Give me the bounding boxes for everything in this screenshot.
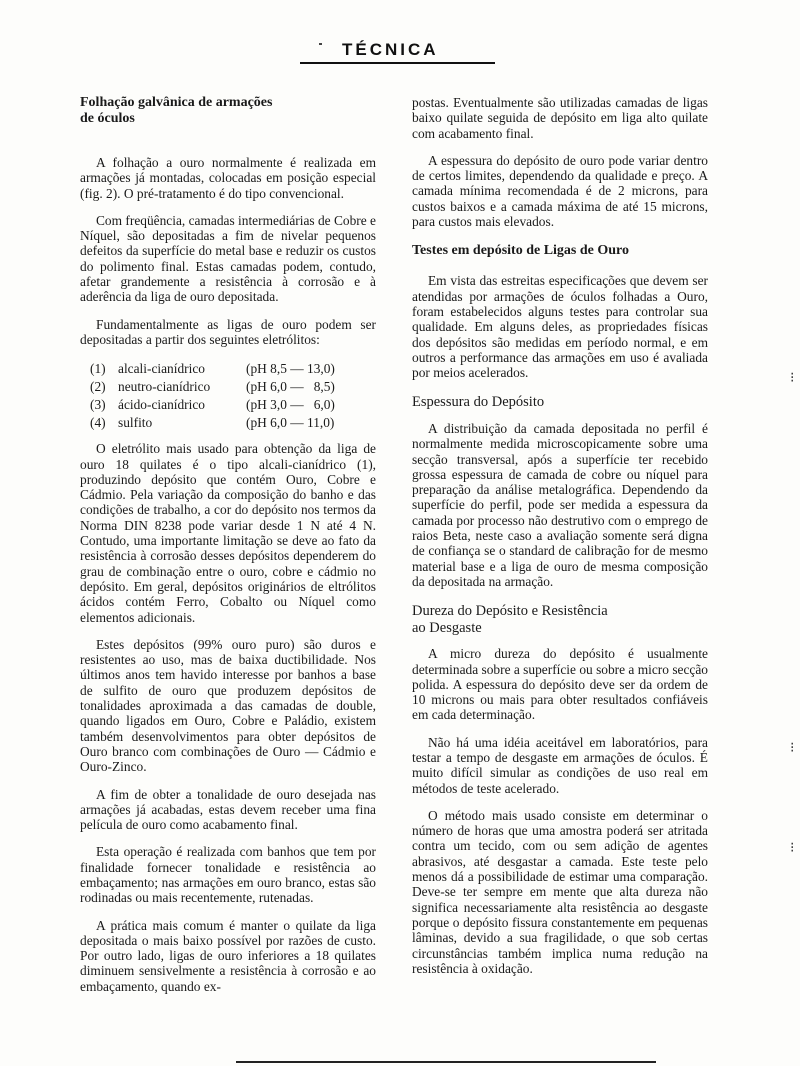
paragraph: A folhação a ouro normalmente é realizada em armações já montadas, colocadas em posição especial (fig. 2). O pré-tratamento é do tipo convencional.: [80, 155, 376, 201]
section-heading-dureza-line-2: ao Desgaste: [412, 619, 482, 636]
paragraph: A prática mais comum é manter o quilate da liga depositada o mais baixo possível por razões de custo. Por outro lado, ligas de ouro inferiores a 18 quilates diminuem sensivelmente a resistência à corrosão e ao embaçamento, quando ex-: [80, 917, 376, 994]
paragraph: Esta operação é realizada com banhos que tem por finalidade fornecer tonalidade e resistência ao embaçamento; nas armações em ouro branco, estas são rodinadas ou mais recentemente, rutenadas.: [80, 844, 376, 906]
footer-rule: [236, 1061, 656, 1063]
list-item: [90, 377, 376, 395]
item-number: (2): [90, 378, 106, 394]
margin-mark: ⁝: [790, 370, 795, 386]
margin-mark: ⁝: [790, 740, 795, 756]
article-title-line-1: Folhação galvânica de armações: [80, 95, 273, 110]
section-heading-testes: Testes em depósito de Ligas de Ouro: [412, 243, 630, 259]
item-name: ácido-cianídrico: [118, 396, 205, 412]
list-item: [90, 413, 376, 431]
item-number: (1): [90, 360, 106, 376]
article-title: [80, 95, 376, 127]
section-heading-espessura: Espessura do Depósito: [412, 394, 545, 411]
paragraph: A distribuição da camada depositada no perfil é normalmente medida microscopicamente sobre uma secção transversal, após a superfície ter recebido grossa espessura de camada de cobre ou níquel para preparação da análise metalográfica. Dependendo da superfície do perfil, pode ser medida a espessura da camada por processo não destrutivo com o emprego de raios Beta, neste caso a avaliação somente será digna de confiança se o standard de calibração for de mesmo material base e a liga de ouro de mesma composição da depositada na armação.: [412, 420, 708, 589]
paragraph: A fim de obter a tonalidade de ouro desejada nas armações já acabadas, estas devem receber uma fina película de ouro como acabamento final.: [80, 786, 376, 833]
item-ph-range: (pH 6,0 — 11,0): [246, 414, 335, 430]
item-number: (4): [90, 414, 106, 430]
item-name: sulfito: [118, 414, 153, 430]
item-name: neutro-cianídrico: [118, 378, 211, 394]
list-item: [90, 395, 376, 413]
right-column: [412, 95, 708, 988]
paragraph: A micro dureza do depósito é usualmente determinada sobre a superfície ou sobre a micro secção polida. A espessura do depósito deve ser da ordem de 10 microns ou mais para obter resultados confiáveis em cada determinação.: [412, 646, 708, 723]
header-rule: [300, 62, 495, 64]
paragraph: Em vista das estreitas especificações que devem ser atendidas por armações de óculos folhadas a Ouro, foram estabelecidos alguns testes para controlar sua qualidade. Em alguns deles, as propriedades físicas dos depósitos são medidas em período normal, e em outros a performance das armações em uso é avaliada por meios acelerados.: [412, 273, 708, 381]
paragraph: A espessura do depósito de ouro pode variar dentro de certos limites, dependendo da qualidade e preço. A camada mínima recomendada é de 2 microns, para custos baixos e a camada máxima de até 15 microns, para custos mais elevados.: [412, 152, 708, 230]
paragraph: Com freqüência, camadas intermediárias de Cobre e Níquel, são depositadas a fim de nivelar pequenos defeitos da superfície do metal base e reduzir os custos do polimento final. Estas camadas podem, contudo, afetar grandemente a resistência à corrosão e à aderência da liga de ouro depositada.: [80, 212, 376, 305]
paragraph: postas. Eventualmente são utilizadas camadas de ligas baixo quilate seguida de depósito em liga alto quilate com acabamento final.: [412, 95, 708, 141]
item-ph-range: (pH 8,5 — 13,0): [246, 360, 335, 376]
paragraph: O método mais usado consiste em determinar o número de horas que uma amostra poderá ser atritada contra um tecido, com ou sem adição de agentes abrasivos, até desgastar a camada. Este teste pelo menos dá a possibilidade de estimar uma comparação. Deve-se ter sempre em mente que alta dureza não significa necessariamente alta resistência ao desgaste porque o depósito fissura constantemente em pequenas lâminas, devido a sua fragilidade, o que sob certas circunstâncias também implica numa redução na resistência à oxidação.: [412, 807, 708, 976]
paragraph: O eletrólito mais usado para obtenção da liga de ouro 18 quilates é o tipo alcali-cianídrico (1), produzindo depósito que contém Ouro, Cobre e Cádmio. Pela variação da composição do banho e das condições de trabalho, a cor do depósito nos termos da Norma DIN 8238 pode variar desde 1 N até 4 N. Contudo, uma importante limitação se deve ao fato da resistência à corrosão desses depósitos dependerem do grau de combinação entre o ouro, cobre e cádmio no depósito. Em geral, depósitos originários de eltrólitos ácidos contém Ferro, Cobalto ou Níquel como elementos adicionais.: [80, 441, 376, 625]
electrolyte-list: [90, 359, 376, 431]
item-ph-range: (pH 6,0 — 8,5): [246, 378, 335, 394]
paragraph: Fundamentalmente as ligas de ouro podem ser depositadas a partir dos seguintes eletrólitos:: [80, 316, 376, 347]
paragraph: Não há uma idéia aceitável em laboratórios, para testar a tempo de desgaste em armações de óculos. É muito difícil simular as condições de uso real em métodos de teste acelerado.: [412, 734, 708, 796]
page-mark: [319, 43, 322, 45]
article-title-line-2: de óculos: [80, 111, 135, 126]
item-number: (3): [90, 396, 106, 412]
left-column: [80, 95, 376, 1006]
paragraph: Estes depósitos (99% ouro puro) são duros e resistentes ao uso, mas de baixa ductibilidade. Nos últimos anos tem havido interesse por banhos a base de sulfito de ouro que produzem depósitos de tonalidades aproximada a das camadas de double, quando ligados em Ouro, Cobre e Paládio, existem também desenvolvimentos para obter depósitos de Ouro branco com combinações de Ouro — Cádmio e Ouro-Zinco.: [80, 636, 376, 775]
section-heading-dureza-line-1: Dureza do Depósito e Resistência: [412, 603, 608, 620]
section-heading-dureza: [412, 603, 708, 636]
list-item: [90, 359, 376, 377]
item-ph-range: (pH 3,0 — 6,0): [246, 396, 335, 412]
section-header: TÉCNICA: [342, 40, 439, 59]
margin-mark: ⁝: [790, 840, 795, 856]
item-name: alcali-cianídrico: [118, 360, 205, 376]
